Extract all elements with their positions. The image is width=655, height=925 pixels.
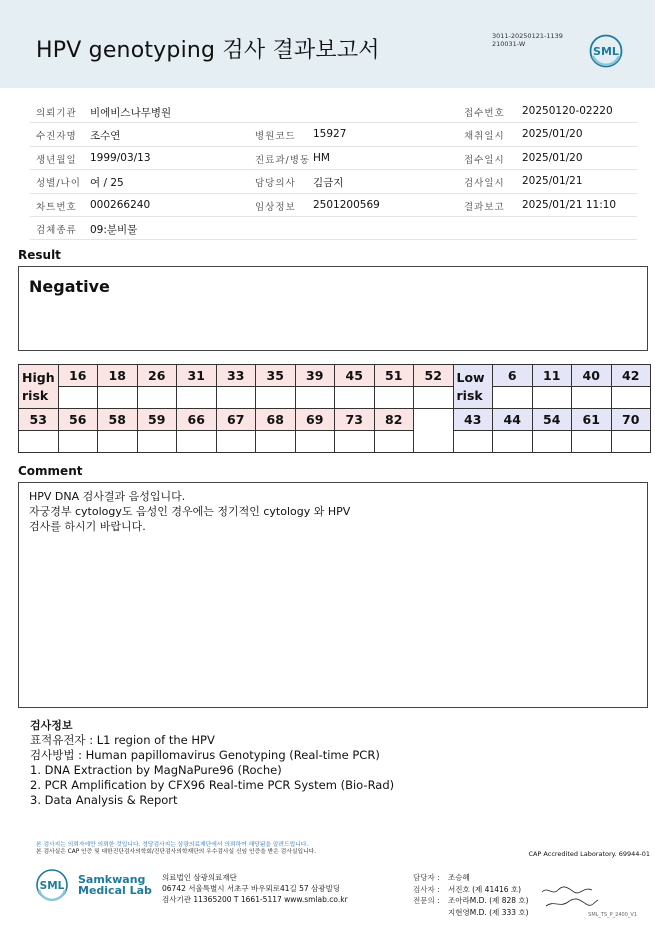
info-label: 병원코드 (255, 131, 296, 143)
high-risk-type: 82 (374, 409, 414, 431)
high-risk-result (19, 431, 59, 453)
info-label: 결과보고 (464, 201, 505, 213)
staff-line (413, 907, 529, 919)
risk-label (453, 365, 493, 409)
low-risk-type: 42 (611, 365, 651, 387)
info-value: HM (313, 151, 330, 164)
high-risk-type: 39 (295, 365, 335, 387)
result-value: Negative (29, 277, 110, 296)
risk-label-line: risk (22, 387, 49, 403)
info-label: 담당의사 (255, 178, 296, 190)
risk-label (19, 365, 59, 409)
method-line: 2. PCR Amplification by CFX96 Real-time PCR System (Bio-Rad) (30, 778, 395, 792)
table-gap (414, 409, 454, 453)
low-risk-type: 40 (572, 365, 612, 387)
high-risk-result (216, 431, 256, 453)
footer-notice: 본 검사지는 의뢰자에만 의뢰한 것입니다. 정당검사지는 삼광의료재단에서 의뢰하여 해당됨을 알려드립니다. 본 검사실은 CAP 인증 및 대한진단검사의학회/진단검사의학재단의 우수검사실 신임 인증을 받은 검사실입니다. (36, 842, 317, 855)
high-risk-result (98, 431, 138, 453)
risk-label-line: Low (456, 369, 485, 385)
info-row (30, 194, 637, 217)
risk-label-line: risk (456, 387, 483, 403)
high-risk-result (137, 431, 177, 453)
high-risk-type: 31 (177, 365, 217, 387)
high-risk-result (335, 387, 375, 409)
staff-name: 조아라M.D. (제 828 호) (448, 896, 529, 905)
info-label: 임상정보 (255, 201, 296, 213)
info-value: 000266240 (90, 198, 151, 211)
report-code: 3011-20250121-1139 210031-W (492, 32, 563, 48)
high-risk-result (58, 387, 98, 409)
high-risk-type: 52 (414, 365, 454, 387)
info-value: 2025/01/21 11:10 (522, 198, 617, 211)
high-risk-result (177, 431, 217, 453)
staff-line (413, 872, 529, 884)
high-risk-type: 33 (216, 365, 256, 387)
staff-name: 조승혜 (448, 873, 470, 882)
staff-name: 서진호 (제 41416 호) (448, 884, 522, 894)
sml-logo-icon (589, 34, 623, 68)
low-risk-result (572, 431, 612, 453)
result-heading: Result (18, 248, 61, 262)
high-risk-result (177, 387, 217, 409)
document-id: SML_TS_P_2400_V1 (588, 912, 637, 918)
high-risk-result (256, 387, 296, 409)
info-label: 진료과/병동 (255, 154, 311, 166)
high-risk-result (374, 431, 414, 453)
info-row (30, 170, 637, 193)
info-value: 15927 (313, 128, 347, 141)
address-line: 의료법인 삼광의료재단 (162, 873, 237, 882)
high-risk-type: 45 (335, 365, 375, 387)
address-line: 검사기관 11365200 T 1661-5117 www.smlab.co.kr (162, 895, 348, 904)
footer-address (162, 872, 348, 905)
info-value: 20250120-02220 (522, 105, 613, 117)
info-label: 의뢰기관 (36, 108, 77, 119)
high-risk-type: 67 (216, 409, 256, 431)
high-risk-type: 51 (374, 365, 414, 387)
info-value: 2025/01/21 (522, 175, 583, 188)
staff-line (413, 884, 529, 896)
info-label: 채취일시 (464, 131, 505, 143)
staff-role: 전문의 : (413, 896, 440, 905)
method-title: 검사정보 (30, 719, 73, 732)
low-risk-type: 44 (493, 409, 533, 431)
comment-heading: Comment (18, 464, 83, 478)
staff-name: 지현영M.D. (제 333 호) (448, 907, 529, 917)
info-label: 접수번호 (464, 108, 505, 119)
high-risk-result (256, 431, 296, 453)
info-label: 검사일시 (464, 178, 505, 190)
info-label: 성별/나이 (36, 178, 81, 190)
low-risk-type: 6 (493, 365, 533, 387)
info-value: 2501200569 (313, 198, 380, 211)
address-line: 06742 서울특별시 서초구 바우뫼로41길 57 삼광빌딩 (162, 884, 341, 893)
high-risk-type: 66 (177, 409, 217, 431)
high-risk-type: 35 (256, 365, 296, 387)
info-value: 1999/03/13 (90, 151, 151, 164)
info-row (30, 123, 637, 146)
footer-brand: Samkwang Medical Lab (78, 873, 152, 897)
info-value: 조수연 (90, 130, 121, 143)
info-value: 2025/01/20 (522, 151, 583, 164)
high-risk-type: 68 (256, 409, 296, 431)
sml-footer-logo-icon (34, 868, 74, 902)
info-label: 차트번호 (36, 201, 77, 213)
high-risk-type: 16 (58, 365, 98, 387)
low-risk-result (493, 431, 533, 453)
low-risk-result (572, 387, 612, 409)
staff-role: 담당자 : (413, 873, 440, 882)
low-risk-result (611, 387, 651, 409)
svg-text:SML: SML (593, 45, 619, 58)
high-risk-type: 53 (19, 409, 59, 431)
genotype-table (18, 364, 651, 453)
high-risk-result (216, 387, 256, 409)
comment-box (18, 482, 648, 708)
high-risk-type: 58 (98, 409, 138, 431)
info-label: 검체종류 (36, 224, 77, 236)
method-line: 표적유전자 : L1 region of the HPV (30, 733, 215, 747)
cap-accreditation: CAP Accredited Laboratory. 69944-01 (528, 850, 650, 858)
method-line: 1. DNA Extraction by MagNaPure96 (Roche) (30, 763, 282, 777)
signature-icon (540, 884, 600, 910)
high-risk-result (58, 431, 98, 453)
svg-text:SML: SML (39, 880, 65, 892)
method-info (30, 718, 394, 808)
high-risk-result (414, 387, 454, 409)
patient-info-table (30, 100, 637, 240)
high-risk-type: 18 (98, 365, 138, 387)
result-box (18, 266, 648, 351)
info-label: 접수일시 (464, 154, 505, 166)
info-value: 09:분비물 (90, 223, 138, 236)
info-row (30, 217, 637, 240)
low-risk-type: 70 (611, 409, 651, 431)
low-risk-type: 43 (453, 409, 493, 431)
high-risk-result (295, 431, 335, 453)
low-risk-result (532, 431, 572, 453)
info-value: 김금지 (313, 177, 344, 190)
info-label: 수진자명 (36, 131, 77, 143)
low-risk-type: 54 (532, 409, 572, 431)
low-risk-type: 11 (532, 365, 572, 387)
info-value: 비에비스나무병원 (90, 107, 172, 119)
high-risk-result (98, 387, 138, 409)
info-value: 2025/01/20 (522, 128, 583, 141)
high-risk-type: 26 (137, 365, 177, 387)
low-risk-result (493, 387, 533, 409)
low-risk-result (453, 431, 493, 453)
info-row (30, 100, 637, 123)
info-row (30, 147, 637, 170)
info-value: 여 / 25 (90, 177, 124, 190)
high-risk-result (374, 387, 414, 409)
comment-line: 자궁경부 cytology도 음성인 경우에는 정기적인 cytology 와 HPV (29, 505, 351, 518)
high-risk-type: 73 (335, 409, 375, 431)
report-header (0, 0, 655, 88)
footer-staff (413, 872, 529, 918)
high-risk-result (137, 387, 177, 409)
comment-line: HPV DNA 검사결과 음성입니다. (29, 490, 186, 503)
low-risk-result (532, 387, 572, 409)
staff-role: 검사자 : (413, 884, 440, 894)
high-risk-type: 59 (137, 409, 177, 431)
high-risk-type: 69 (295, 409, 335, 431)
high-risk-result (295, 387, 335, 409)
staff-line (413, 895, 529, 907)
risk-label-line: High (22, 369, 55, 385)
report-title: HPV genotyping 검사 결과보고서 (36, 38, 380, 63)
method-line: 3. Data Analysis & Report (30, 793, 178, 807)
low-risk-type: 61 (572, 409, 612, 431)
high-risk-type: 56 (58, 409, 98, 431)
method-line: 검사방법 : Human papillomavirus Genotyping (Real-time PCR) (30, 748, 380, 762)
high-risk-result (335, 431, 375, 453)
comment-line: 검사를 하시기 바랍니다. (29, 520, 146, 533)
low-risk-result (611, 431, 651, 453)
info-label: 생년월일 (36, 154, 77, 166)
